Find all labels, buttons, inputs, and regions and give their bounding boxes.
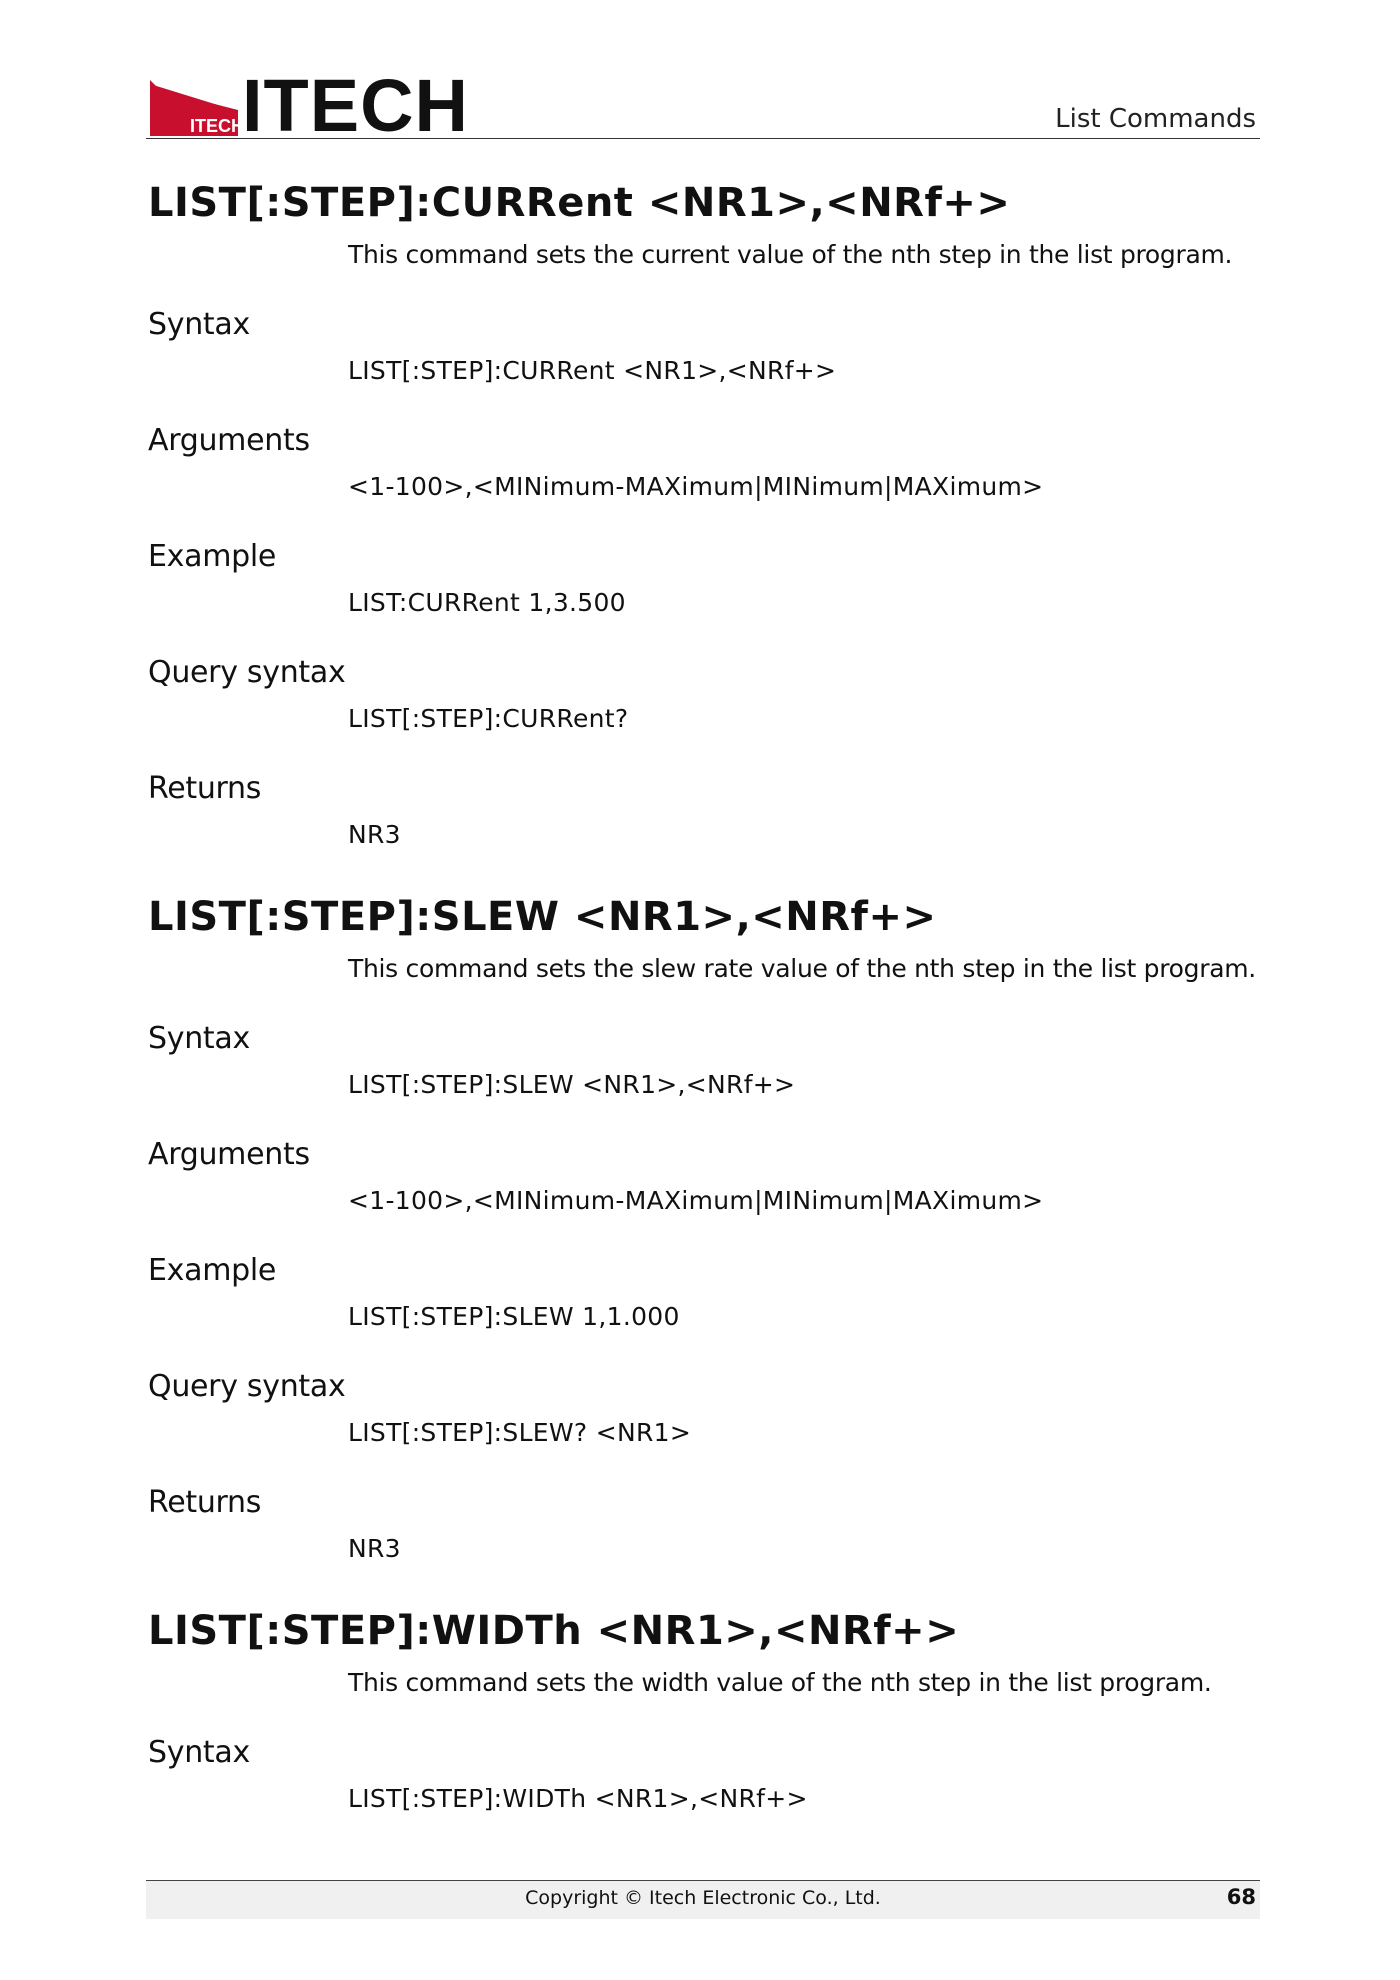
query-value: LIST[:STEP]:CURRent? [348, 704, 629, 733]
query-value: LIST[:STEP]:SLEW? <NR1> [348, 1418, 692, 1447]
query-field [148, 1362, 1258, 1454]
syntax-label: Syntax [148, 307, 250, 342]
copyright-text: Copyright © Itech Electronic Co., Ltd. [525, 1887, 881, 1909]
arguments-field [148, 416, 1258, 508]
page-header [146, 64, 1260, 147]
returns-value: NR3 [348, 1534, 401, 1563]
syntax-field [148, 300, 1258, 392]
command-description: This command sets the current value of the nth step in the list program. [348, 240, 1233, 269]
returns-field [148, 764, 1258, 856]
example-field [148, 532, 1258, 624]
page-content [148, 172, 1258, 1820]
arguments-label: Arguments [148, 423, 310, 458]
itech-logo [150, 64, 469, 147]
arguments-value: <1-100>,<MINimum-MAXimum|MINimum|MAXimum> [348, 1186, 1044, 1215]
example-value: LIST[:STEP]:SLEW 1,1.000 [348, 1302, 680, 1331]
syntax-value: LIST[:STEP]:SLEW <NR1>,<NRf+> [348, 1070, 796, 1099]
example-label: Example [148, 1253, 277, 1288]
arguments-label: Arguments [148, 1137, 310, 1172]
page-footer [146, 1880, 1260, 1919]
query-label: Query syntax [148, 655, 346, 690]
command-block [148, 1600, 1258, 1820]
command-title: LIST[:STEP]:CURRent <NR1>,<NRf+> [148, 180, 1011, 226]
command-title: LIST[:STEP]:SLEW <NR1>,<NRf+> [148, 894, 937, 940]
returns-label: Returns [148, 1485, 262, 1520]
returns-value: NR3 [348, 820, 401, 849]
syntax-field [148, 1728, 1258, 1820]
itech-logo-mark [150, 80, 244, 136]
query-label: Query syntax [148, 1369, 346, 1404]
returns-field [148, 1478, 1258, 1570]
syntax-field [148, 1014, 1258, 1106]
arguments-field [148, 1130, 1258, 1222]
example-value: LIST:CURRent 1,3.500 [348, 588, 626, 617]
command-description: This command sets the width value of the nth step in the list program. [348, 1668, 1212, 1697]
command-block [148, 172, 1258, 856]
syntax-label: Syntax [148, 1735, 250, 1770]
command-block [148, 886, 1258, 1570]
arguments-value: <1-100>,<MINimum-MAXimum|MINimum|MAXimum> [348, 472, 1044, 501]
command-title: LIST[:STEP]:WIDTh <NR1>,<NRf+> [148, 1608, 960, 1654]
syntax-label: Syntax [148, 1021, 250, 1056]
logo-small-text: ITECH [190, 116, 244, 136]
syntax-value: LIST[:STEP]:WIDTh <NR1>,<NRf+> [348, 1784, 808, 1813]
command-description: This command sets the slew rate value of the nth step in the list program. [348, 954, 1256, 983]
section-title: List Commands [1055, 104, 1256, 134]
syntax-value: LIST[:STEP]:CURRent <NR1>,<NRf+> [348, 356, 837, 385]
logo-word: ITECH [242, 64, 469, 147]
page-number: 68 [1226, 1885, 1256, 1909]
example-label: Example [148, 539, 277, 574]
query-field [148, 648, 1258, 740]
example-field [148, 1246, 1258, 1338]
returns-label: Returns [148, 771, 262, 806]
